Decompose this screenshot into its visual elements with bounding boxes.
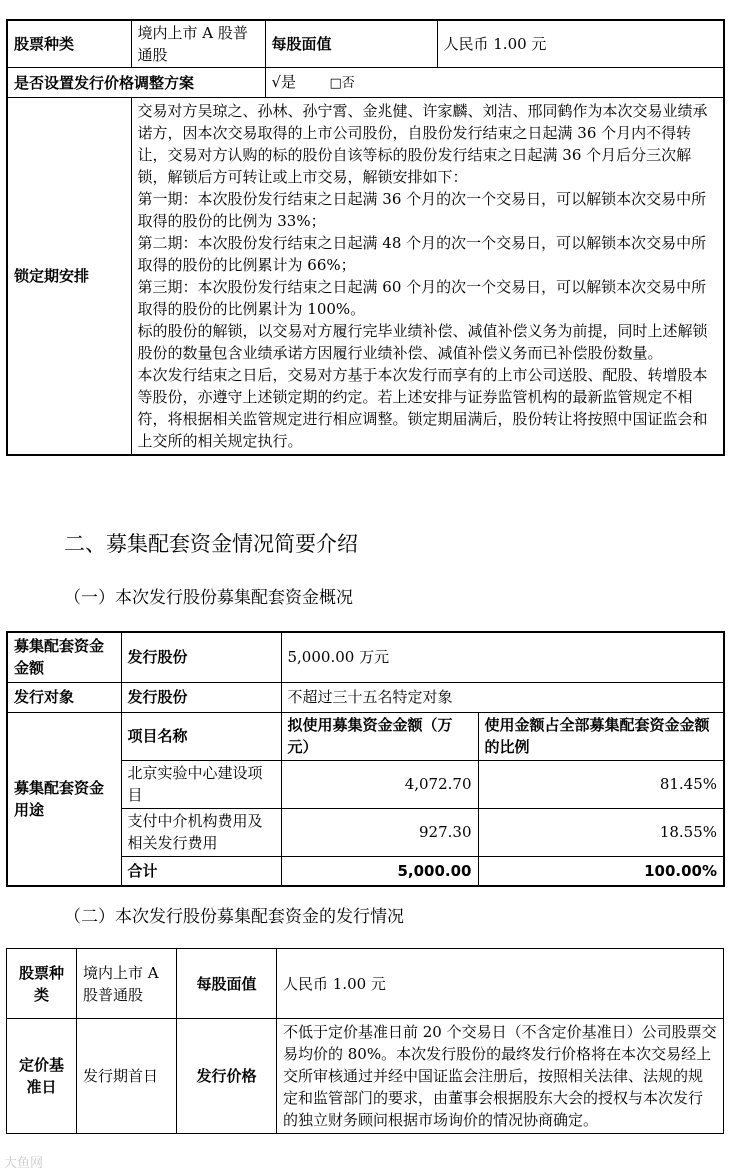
row-amount: 927.30 <box>281 808 478 856</box>
price-adjust-label: 是否设置发行价格调整方案 <box>7 68 265 98</box>
price-base-value: 发行期首日 <box>77 1019 177 1134</box>
stock-type-value: 境内上市 A 股普通股 <box>131 20 265 68</box>
total-amount: 5,000.00 <box>281 856 478 886</box>
row-item: 支付中介机构费用及相关发行费用 <box>121 808 281 856</box>
lockup-paragraph: 本次发行结束之日后，交易对方基于本次发行而享有的上市公司送股、配股、转增股本等股份，亦遵守上述锁定期的约定。若上述安排与证券监管机构的最新监管规定不相符，将根据相关监管规定进行相应调整。锁定期届满后，股份转让将按照中国证监会和上交所的相关规定执行。 <box>137 366 708 450</box>
price-adjust-options <box>265 68 724 98</box>
section-heading: 二、募集配套资金情况简要介绍 <box>64 532 358 556</box>
par-value-value: 人民币 1.00 元 <box>437 20 724 68</box>
target-label: 发行对象 <box>7 682 121 712</box>
stock-type-label: 股票种类 <box>7 20 131 68</box>
price-value: 不低于定价基准日前 20 个交易日（不含定价基准日）公司股票交易均价的 80%。本次发行股份的最终发行价格将在本次交易经上交所审核通过并经中国证监会注册后，按照相关法律、法规的规定和监管部门的要求，由董事会根据股东大会的授权与本次发行的独立财务顾问根据市场询价的情况协商确定。 <box>277 1019 724 1134</box>
watermark: 大鱼网 <box>4 1156 44 1171</box>
stock-type-label: 股票种类 <box>7 949 77 1019</box>
subsection-heading: （二）本次发行股份募集配套资金的发行情况 <box>64 907 404 927</box>
lockup-paragraph: 第三期：本次股份发行结束之日起满 60 个月的次一个交易日，可以解锁本次交易中所取得的股份的比例累计为 100%。 <box>137 278 707 318</box>
adjust-yes: √是 <box>271 72 297 91</box>
lockup-label: 锁定期安排 <box>7 98 131 456</box>
lockup-content <box>131 98 724 456</box>
price-label: 发行价格 <box>177 1019 277 1134</box>
amount-value: 5,000.00 万元 <box>281 632 724 682</box>
par-value-label: 每股面值 <box>265 20 437 68</box>
price-base-label: 定价基准日 <box>7 1019 77 1134</box>
row-ratio: 18.55% <box>478 808 724 856</box>
col-amount-header: 拟使用募集资金金额（万元） <box>281 712 478 760</box>
col-ratio-header: 使用金额占全部募集配套资金金额的比例 <box>478 712 724 760</box>
adjust-no: □否 <box>329 75 355 91</box>
target-value: 不超过三十五名特定对象 <box>281 682 724 712</box>
lockup-paragraph: 交易对方吴琼之、孙林、孙宁霄、金兆健、许家麟、刘洁、邢同鹤作为本次交易业绩承诺方，因本次交易取得的上市公司股份，自股份发行结束之日起满 36 个月内不得转让，交易对方认购的标的股份自该等标的股份发行结束之日起满 36 个月后分三次解锁，解锁后方可转让或上市交易，解锁安排如下： <box>137 102 708 186</box>
fundraising-issuance-table <box>6 948 724 1134</box>
issue-shares-label-2: 发行股份 <box>121 682 281 712</box>
total-label: 合计 <box>121 856 281 886</box>
stock-type-value: 境内上市 A 股普通股 <box>77 949 177 1019</box>
total-ratio: 100.00% <box>478 856 724 886</box>
par-value-label: 每股面值 <box>177 949 277 1019</box>
par-value-value: 人民币 1.00 元 <box>277 949 724 1019</box>
col-item-header: 项目名称 <box>121 712 281 760</box>
issuance-terms-table <box>6 19 725 456</box>
row-ratio: 81.45% <box>478 760 724 808</box>
use-label: 募集配套资金用途 <box>7 712 121 886</box>
lockup-paragraph: 第一期：本次股份发行结束之日起满 36 个月的次一个交易日，可以解锁本次交易中所取得的股份的比例为 33%； <box>137 190 707 230</box>
row-amount: 4,072.70 <box>281 760 478 808</box>
fundraising-overview-table <box>6 631 725 887</box>
subsection-heading: （一）本次发行股份募集配套资金概况 <box>64 588 353 608</box>
amount-label: 募集配套资金金额 <box>7 632 121 682</box>
issue-shares-label: 发行股份 <box>121 632 281 682</box>
row-item: 北京实验中心建设项目 <box>121 760 281 808</box>
lockup-paragraph: 第二期：本次股份发行结束之日起满 48 个月的次一个交易日，可以解锁本次交易中所取得的股份的比例累计为 66%； <box>137 234 707 274</box>
lockup-paragraph: 标的股份的解锁，以交易对方履行完毕业绩补偿、减值补偿义务为前提，同时上述解锁股份的数量包含业绩承诺方因履行业绩补偿、减值补偿义务而已补偿股份数量。 <box>137 322 708 362</box>
